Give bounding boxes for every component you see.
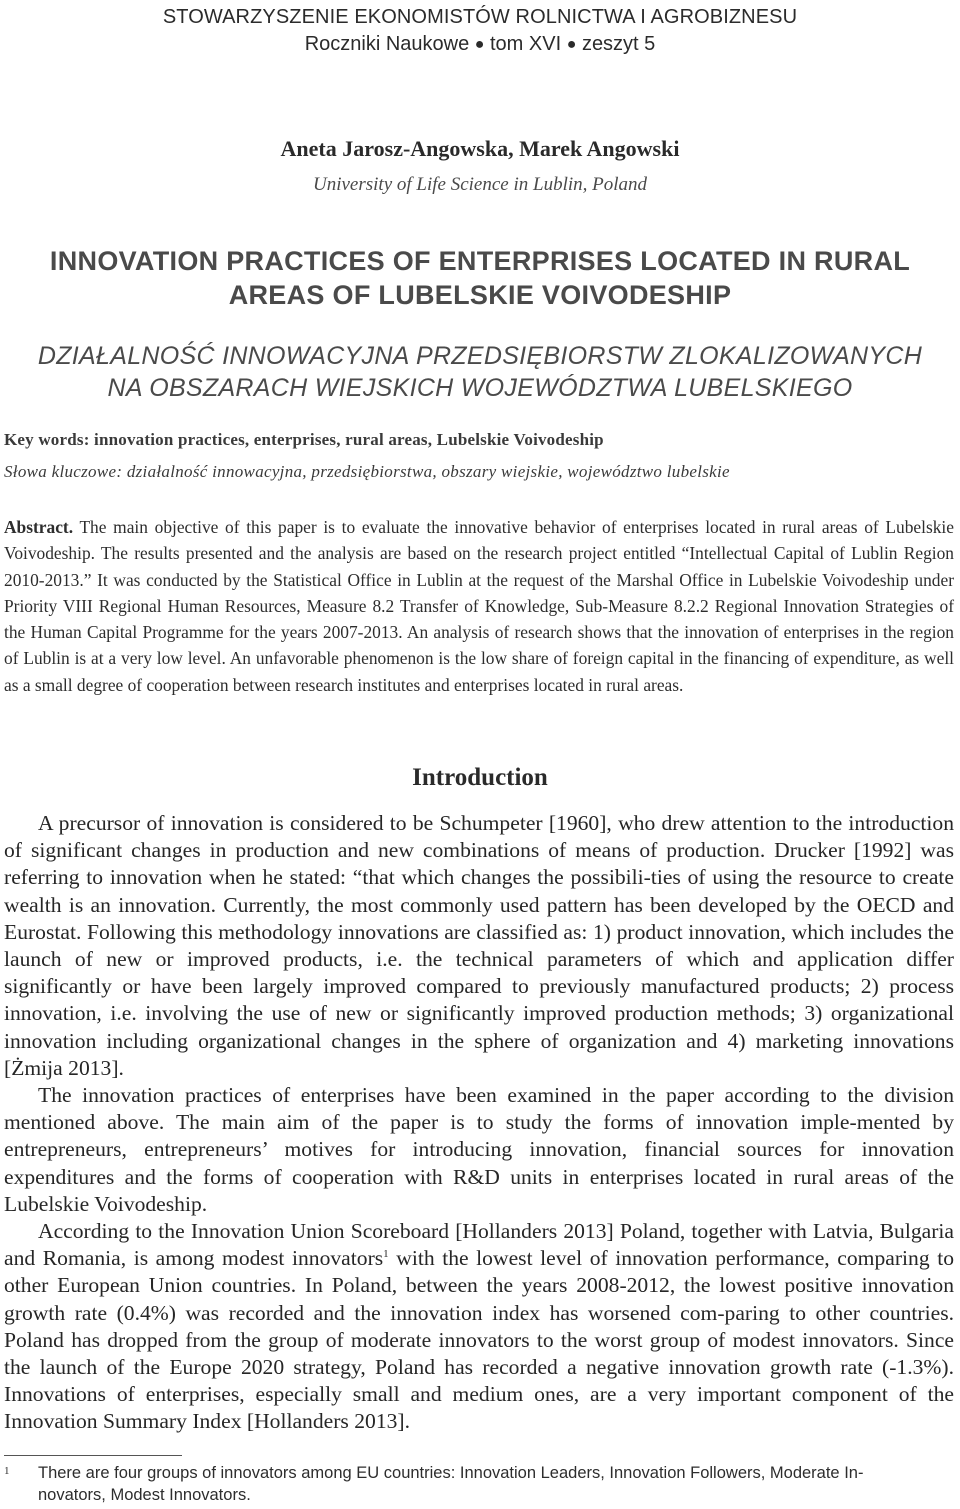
title-polish-line: DZIAŁALNOŚĆ INNOWACYJNA PRZEDSIĘBIORSTW ZLOKALIZOWANYCH <box>37 342 923 370</box>
paragraph <box>4 1218 954 1436</box>
title-english <box>0 244 960 312</box>
journal-issue <box>0 33 960 56</box>
footnote-number: 1 <box>4 1465 10 1477</box>
keywords-english: Key words: innovation practices, enterprises, rural areas, Lubelskie Voivodeship <box>4 430 604 449</box>
paragraph-text: According to the Innovation Union Scoreboard [Hollanders 2013] Poland, together with Latvia, Bulgaria and Romania, is among modest innovators <box>4 1219 954 1271</box>
footnote-reference: 1 <box>383 1248 389 1261</box>
paragraph-text: with the lowest level of innovation performance, comparing to other European Union countries. In Poland, between the years 2008-2012, the lowest positive innovation growth rate (0.4%) was recorded and the innovation index has worsened com-paring to other countries. Poland has dropped from the group of moderate innovators to the worst group of modest innovators. Since the launch of the Europe 2020 strategy, Poland has recorded a negative innovation growth rate (-1.3%). Innovations of enterprises, especially small and medium ones, are a very important component of the Innovation Summary Index [Hollanders 2013]. <box>4 1246 955 1434</box>
footnote-rule <box>4 1455 182 1456</box>
abstract-text: The main objective of this paper is to evaluate the innovative behavior of enterprises located in rural areas of Lubelskie Voivodeship. The results presented and the analysis are based on the research project entitled “Intellectual Capital of Lublin Region 2010-2013.” It was conducted by the Statistical Office in Lublin at the request of the Marshal Office in Lubelskie Voivodeship under Priority VIII Regional Human Resources, Measure 8.2 Transfer of Knowledge, Sub-Measure 8.2.2 Regional Innovation Strategies of the Human Capital Programme for the years 2007-2013. An analysis of research shows that the innovation of enterprises in the region of Lublin is at a very low level. An unfavorable phenomenon is the low share of foreign capital in the financing of expenditure, as well as a small degree of cooperation between research institutes and enterprises located in rural areas. <box>4 517 954 695</box>
section-heading-introduction: Introduction <box>412 764 548 791</box>
journal-number: zeszyt 5 <box>581 33 656 55</box>
journal-volume: tom XVI <box>490 33 562 55</box>
affiliation: University of Life Science in Lublin, Poland <box>312 174 648 195</box>
footnote <box>4 1462 954 1506</box>
separator-dot: ● <box>474 36 485 53</box>
separator-dot: ● <box>566 36 577 53</box>
title-polish <box>0 340 960 404</box>
paragraph: A precursor of innovation is considered to be Schumpeter [1960], who drew attention to the introduction of significant changes in production and new combinations of means of production. Drucker [1992] was referring to innovation when he stated: “that which changes the possibili-ties of using the resource to create wealth is an innovation. Currently, the most commonly used pattern has been developed by the OECD and Eurostat. Following this methodology innovations are classified as: 1) product innovation, which includes the launch of new or improved products, i.e. the technical parameters of which and application differ significantly or have been largely improved compared to previously manufactured products; 2) process innovation, i.e. involving the use of new or significantly improved production methods; 3) organizational innovation including organizational changes in the sphere of organization and 4) marketing innovations [Żmija 2013]. <box>4 811 954 1080</box>
keywords-polish: Słowa kluczowe: działalność innowacyjna, przedsiębiorstwa, obszary wiejskie, województwo lubelskie <box>4 462 730 481</box>
footnote-text-line: novators, Modest Innovators. <box>38 1486 251 1504</box>
introduction-body <box>4 810 954 1436</box>
journal-name: Roczniki Naukowe <box>304 33 470 55</box>
journal-publisher: STOWARZYSZENIE EKONOMISTÓW ROLNICTWA I AGROBIZNESU <box>162 6 798 28</box>
abstract-label: Abstract. <box>4 517 74 537</box>
paragraph: The innovation practices of enterprises have been examined in the paper according to the division mentioned above. The main aim of the paper is to study the forms of innovation imple-mented by entrepreneurs, entrepreneurs’ motives for introducing innovation, financial sources for innovation expenditures and the forms of cooperation with R&D units in enterprises located in rural areas of the Lubelskie Voivodeship. <box>4 1083 954 1216</box>
title-english-line: AREAS OF LUBELSKIE VOIVODESHIP <box>228 280 732 310</box>
footnote-text-line: There are four groups of innovators among EU countries: Innovation Leaders, Innovation Followers, Moderate In- <box>38 1464 864 1482</box>
abstract <box>4 514 954 698</box>
title-polish-line: NA OBSZARACH WIEJSKICH WOJEWÓDZTWA LUBELSKIEGO <box>107 374 853 402</box>
title-english-line: INNOVATION PRACTICES OF ENTERPRISES LOCATED IN RURAL <box>49 246 911 276</box>
authors: Aneta Jarosz-Angowska, Marek Angowski <box>280 136 680 161</box>
